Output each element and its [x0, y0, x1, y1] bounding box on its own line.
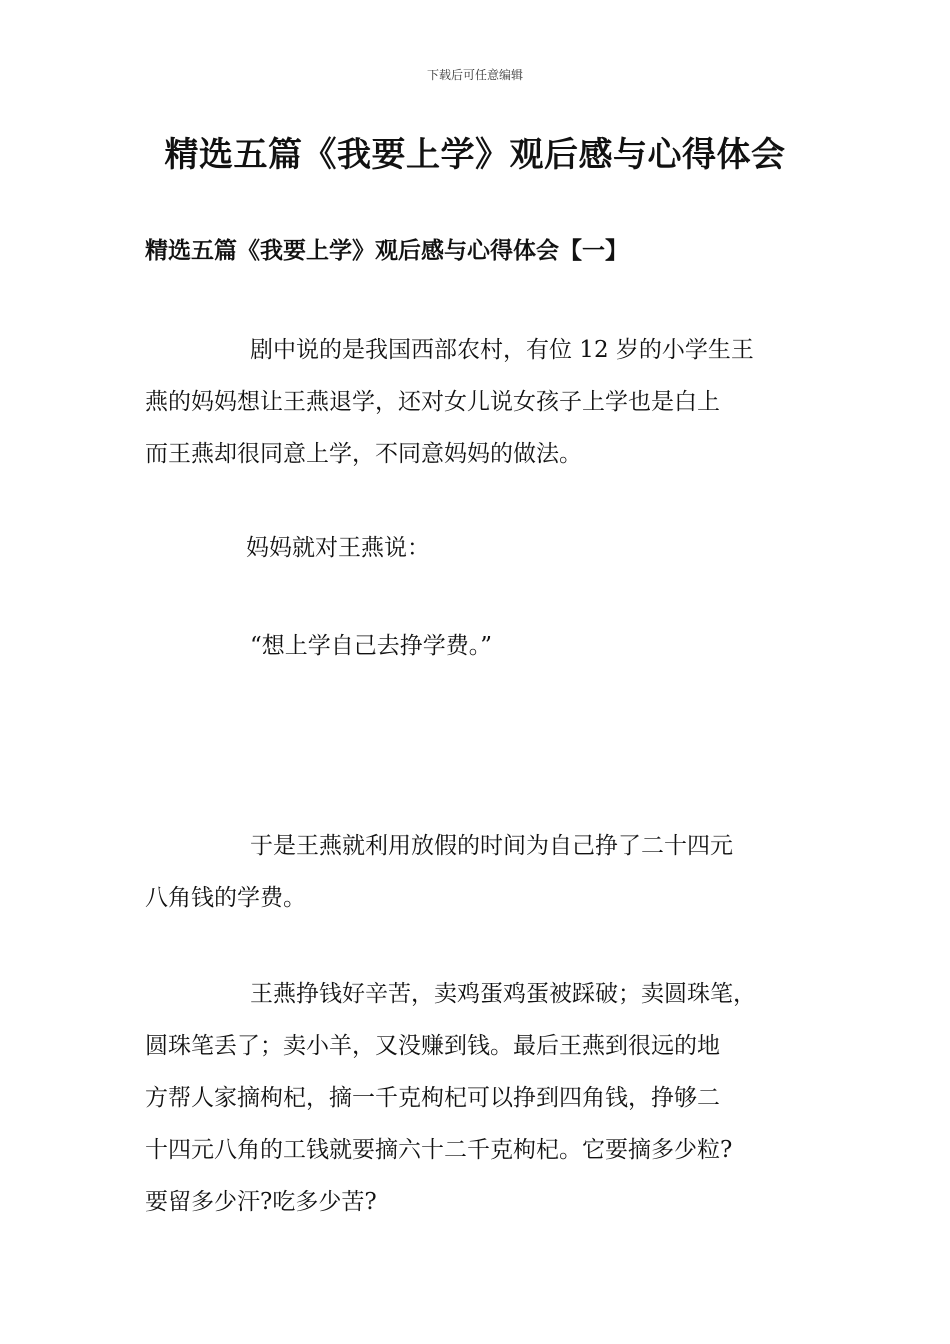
paragraph-line: 方帮人家摘枸杞，摘一千克枸杞可以挣到四角钱，挣够二	[145, 1085, 720, 1111]
paragraph-2	[145, 522, 815, 574]
section-heading: 精选五篇《我要上学》观后感与心得体会【一】	[145, 237, 628, 264]
paragraph-line: 十四元八角的工钱就要摘六十二千克枸杞。它要摘多少粒?	[145, 1137, 733, 1163]
paragraph-line: 八角钱的学费。	[145, 885, 306, 911]
paragraph-line: 于是王燕就利用放假的时间为自己挣了二十四元	[250, 833, 733, 859]
paragraph-line: 剧中说的是我国西部农村，有位 12 岁的小学生王	[250, 337, 754, 363]
paragraph-line: “想上学自己去挣学费。”	[250, 633, 493, 659]
header-note: 下载后可任意编辑	[426, 68, 523, 82]
paragraph-line: 要留多少汗?吃多少苦?	[145, 1189, 377, 1215]
paragraph-line: 王燕挣钱好辛苦，卖鸡蛋鸡蛋被踩破；卖圆珠笔，	[250, 981, 756, 1007]
paragraph-line: 妈妈就对王燕说：	[246, 535, 430, 561]
paragraph-3-quote	[145, 620, 815, 672]
paragraph-line: 燕的妈妈想让王燕退学，还对女儿说女孩子上学也是白上	[145, 389, 720, 415]
paragraph-line: 而王燕却很同意上学，不同意妈妈的做法。	[145, 441, 582, 467]
paragraph-1	[145, 324, 815, 480]
paragraph-line: 圆珠笔丢了；卖小羊，又没赚到钱。最后王燕到很远的地	[145, 1033, 720, 1059]
paragraph-5	[145, 968, 815, 1228]
document-title: 精选五篇《我要上学》观后感与心得体会	[164, 135, 786, 175]
paragraph-4	[145, 820, 815, 924]
